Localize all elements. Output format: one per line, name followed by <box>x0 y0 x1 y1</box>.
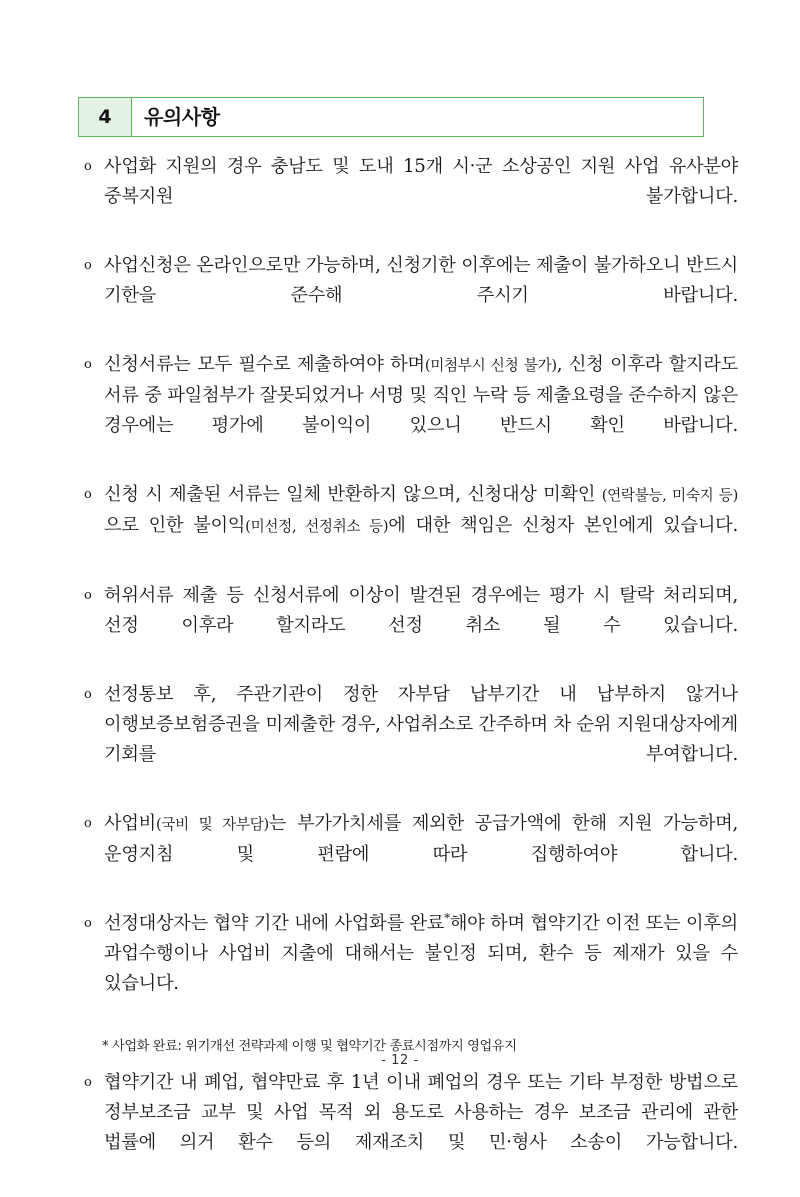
bullet-marker-icon: o <box>84 258 92 273</box>
body-text: 으로 인한 불이익 <box>104 515 246 536</box>
body-text: 는 부가가치세를 제외한 공급가액에 한해 지원 가능하며, 운영지침 및 편람에 따라 집행하여야 합니다. <box>104 813 738 865</box>
bullet-marker-icon: o <box>84 159 92 174</box>
bullet-marker-icon: o <box>84 687 92 702</box>
list-item-text <box>104 251 738 341</box>
inline-note-text: (미첨부시 신청 불가) <box>424 357 557 374</box>
body-text: , 신청 이후라 할지라도 서류 중 파일첨부가 잘못되었거나 서명 및 직인 누락 등 제출요령을 준수하지 않은 경우에는 평가에 불이익이 있으니 반드시 확인 바랍니다. <box>104 354 738 436</box>
list-item-text <box>104 480 738 572</box>
section-number-box <box>78 97 132 137</box>
list-item <box>78 152 738 242</box>
list-item-text <box>104 581 738 671</box>
body-text: 사업신청은 온라인으로만 가능하며, 신청기한 이후에는 제출이 불가하오니 반드시 기한을 준수해 주시기 바랍니다. <box>104 255 738 306</box>
footnote-asterisk-marker: * <box>444 910 450 925</box>
list-item <box>78 809 738 900</box>
list-item-text <box>104 809 738 900</box>
inline-note-text: (연락불능, 미숙지 등) <box>601 487 738 504</box>
bullet-marker-icon: o <box>84 588 92 603</box>
body-text: 사업비 <box>104 813 156 834</box>
inline-note-text: (국비 및 자부담) <box>155 816 269 833</box>
list-item <box>78 909 738 1029</box>
bullet-marker-icon: o <box>84 357 92 372</box>
notice-list <box>78 152 738 1197</box>
bullet-marker-icon: o <box>84 916 92 931</box>
body-text: 선정대상자는 협약 기간 내에 사업화를 완료 <box>104 913 445 934</box>
bullet-marker-icon: o <box>84 816 92 831</box>
inline-note-text: (미선정, 선정취소 등) <box>245 518 389 535</box>
body-text: 신청 시 제출된 서류는 일체 반환하지 않으며, 신청대상 미확인 <box>104 484 602 505</box>
body-text: 협약기간 내 폐업, 협약만료 후 1년 이내 폐업의 경우 또는 기타 부정한 방법으로 정부보조금 교부 및 사업 목적 외 용도로 사용하는 경우 보조금 관리에 관한 법률에 의거 환수 등의 제재조치 및 민·형사 소송이 가능합니다. <box>104 1072 738 1153</box>
list-item <box>78 350 738 471</box>
body-text: 선정통보 후, 주관기관이 정한 자부담 납부기간 내 납부하지 않거나 이행보증보험증권을 미제출한 경우, 사업취소로 간주하며 차 순위 지원대상자에게 기회를 부여합니다. <box>104 684 738 765</box>
list-item <box>78 680 738 800</box>
list-item-text <box>104 350 738 471</box>
body-text: 사업화 지원의 경우 충남도 및 도내 15개 시·군 소상공인 지원 사업 유사분야 중복지원 불가합니다. <box>104 156 738 207</box>
list-item <box>78 480 738 572</box>
page-number: - 12 - <box>381 1053 419 1068</box>
section-title-box <box>132 97 704 137</box>
list-item <box>78 251 738 341</box>
list-item-text <box>104 680 738 800</box>
page-title: 유의사항 <box>144 105 220 129</box>
body-text: 에 대한 책임은 신청자 본인에게 있습니다. <box>388 515 739 536</box>
bullet-marker-icon: o <box>84 1075 92 1090</box>
bullet-marker-icon: o <box>84 487 92 502</box>
section-header <box>78 97 704 137</box>
footnote-text: * 사업화 완료: 위기개선 전략과제 이행 및 협약기간 종료시점까지 영업유지 <box>102 1039 517 1054</box>
list-item <box>78 581 738 671</box>
body-text: 해야 하며 협약기간 이전 또는 이후의 과업수행이나 사업비 지출에 대해서는 불인정 되며, 환수 등 제재가 있을 수 있습니다. <box>104 913 738 994</box>
list-item-text <box>104 152 738 242</box>
body-text: 허위서류 제출 등 신청서류에 이상이 발견된 경우에는 평가 시 탈락 처리되며, 선정 이후라 할지라도 선정 취소 될 수 있습니다. <box>104 585 738 636</box>
list-item-text <box>104 1068 738 1188</box>
body-text: 신청서류는 모두 필수로 제출하여야 하며 <box>104 354 425 375</box>
section-number-label: 4 <box>98 105 112 128</box>
list-item <box>78 1068 738 1188</box>
list-item-text <box>104 909 738 1029</box>
